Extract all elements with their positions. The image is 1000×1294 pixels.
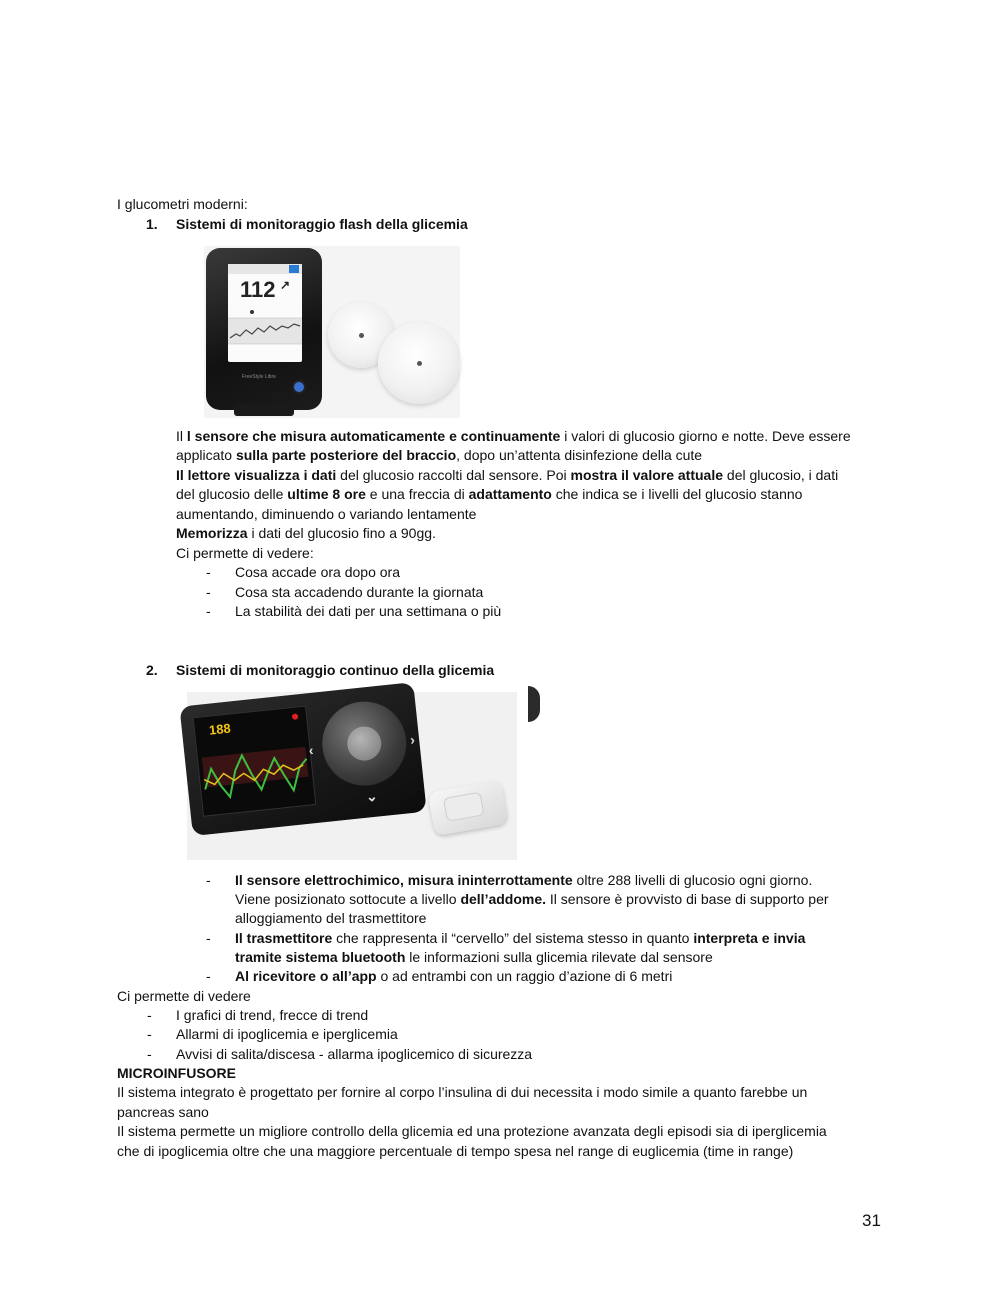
sensor-mark-icon [359, 333, 364, 338]
glucose-value: 112 [240, 277, 276, 302]
trend-arrow-icon: ↗ [280, 278, 291, 292]
intro-text: I glucometri moderni: [117, 196, 248, 212]
image-edge-fragment [528, 686, 540, 722]
list-bullet: - [206, 584, 211, 600]
list-bullet: - [206, 603, 211, 619]
list-bullet: - [147, 1046, 152, 1062]
cgm-screen [193, 705, 317, 816]
chevron-down-icon: ⌄ [365, 787, 379, 805]
see2-label: Ci permette di vedere [117, 988, 251, 1004]
list-bullet: - [206, 968, 211, 984]
para3-line: Memorizza i dati del glucosio fino a 90gg. [176, 525, 436, 541]
list-item: I grafici di trend, frecce di trend [176, 1007, 369, 1023]
bullet2-line1: Il trasmettitore che rappresenta il “cervello” del sistema stesso in quanto interpreta e invia [235, 930, 806, 946]
list-item: Cosa accade ora dopo ora [235, 564, 400, 580]
cgm-transmitter [428, 780, 509, 836]
bullet2-line2: tramite sistema bluetooth le informazioni sulla glicemia rilevate dal sensore [235, 949, 713, 965]
sensor-disc [378, 322, 460, 404]
brand-label: FreeStyle Libre [242, 374, 276, 380]
microinfusore-line3: Il sistema permette un migliore controllo della glicemia ed una protezione avanzata degli episodi sia di iperglicemia [117, 1123, 827, 1139]
list-bullet: - [206, 872, 211, 888]
see-label: Ci permette di vedere: [176, 545, 314, 561]
microinfusore-line4: che di ipoglicemia oltre che una maggiore percentuale di tempo spesa nel range di euglicemia (time in range) [117, 1143, 794, 1159]
reader-button [292, 380, 306, 394]
continuous-glucose-monitor-image [187, 692, 517, 860]
para1-line1: Il l sensore che misura automaticamente e continuamente i valori di glucosio giorno e notte. Deve essere [176, 428, 851, 444]
alert-indicator-icon [292, 713, 299, 720]
reader-screen [228, 264, 302, 380]
bullet1-line3: alloggiamento del trasmettitore [235, 910, 427, 926]
dial-center-button [346, 725, 383, 762]
section2-title: Sistemi di monitoraggio continuo della glicemia [176, 662, 495, 678]
microinfusore-line2: pancreas sano [117, 1104, 209, 1120]
para2-line1: Il lettore visualizza i dati del glucosio raccolti dal sensore. Poi mostra il valore attuale del glucosio, i dati [176, 467, 839, 483]
section1-title: Sistemi di monitoraggio flash della glicemia [176, 216, 468, 232]
bullet3-line1: Al ricevitore o all’app o ad entrambi con un raggio d’azione di 6 metri [235, 968, 673, 984]
list-bullet: - [147, 1026, 152, 1042]
para1-line2: applicato sulla parte posteriore del braccio, dopo un’attenta disinfezione della cute [176, 447, 703, 463]
chevron-right-icon: › [409, 731, 416, 748]
flash-glucose-reader-image [204, 246, 460, 418]
microinfusore-heading: MICROINFUSORE [117, 1065, 236, 1081]
microinfusore-line1: Il sistema integrato è progettato per fornire al corpo l’insulina di dui necessita i modo simile a quanto farebbe un [117, 1084, 808, 1100]
list-item: La stabilità dei dati per una settimana o più [235, 603, 502, 619]
chevron-left-icon: ‹ [307, 741, 315, 759]
section2-number: 2. [146, 662, 158, 678]
list-bullet: - [206, 564, 211, 580]
list-item: Avvisi di salita/discesa - allarma ipoglicemico di sicurezza [176, 1046, 533, 1062]
notes-icon [289, 265, 299, 273]
bullet1-line2: Viene posizionato sottocute a livello dell’addome. Il sensore è provvisto di base di supporto per [235, 891, 829, 907]
list-bullet: - [147, 1007, 152, 1023]
cgm-glucose-value: 188 [208, 720, 232, 738]
cgm-trend-graph [196, 728, 315, 815]
page-number: 31 [862, 1211, 881, 1230]
section1-number: 1. [146, 216, 158, 232]
reader-device [206, 248, 322, 410]
sensor-mark-icon [417, 361, 422, 366]
para2-line3: aumentando, diminuendo o variando lentamente [176, 506, 477, 522]
glucose-trend-graph [228, 308, 302, 362]
list-item: Cosa sta accadendo durante la giornata [235, 584, 484, 600]
bullet1-line1: Il sensore elettrochimico, misura ininterrottamente oltre 288 livelli di glucosio ogni giorno. [235, 872, 813, 888]
list-bullet: - [206, 930, 211, 946]
navigation-dial [318, 697, 410, 789]
list-item: Allarmi di ipoglicemia e iperglicemia [176, 1026, 398, 1042]
para2-line2: del glucosio delle ultime 8 ore e una freccia di adattamento che indica se i livelli del glucosio stanno [176, 486, 803, 502]
cgm-receiver-device [179, 682, 426, 836]
